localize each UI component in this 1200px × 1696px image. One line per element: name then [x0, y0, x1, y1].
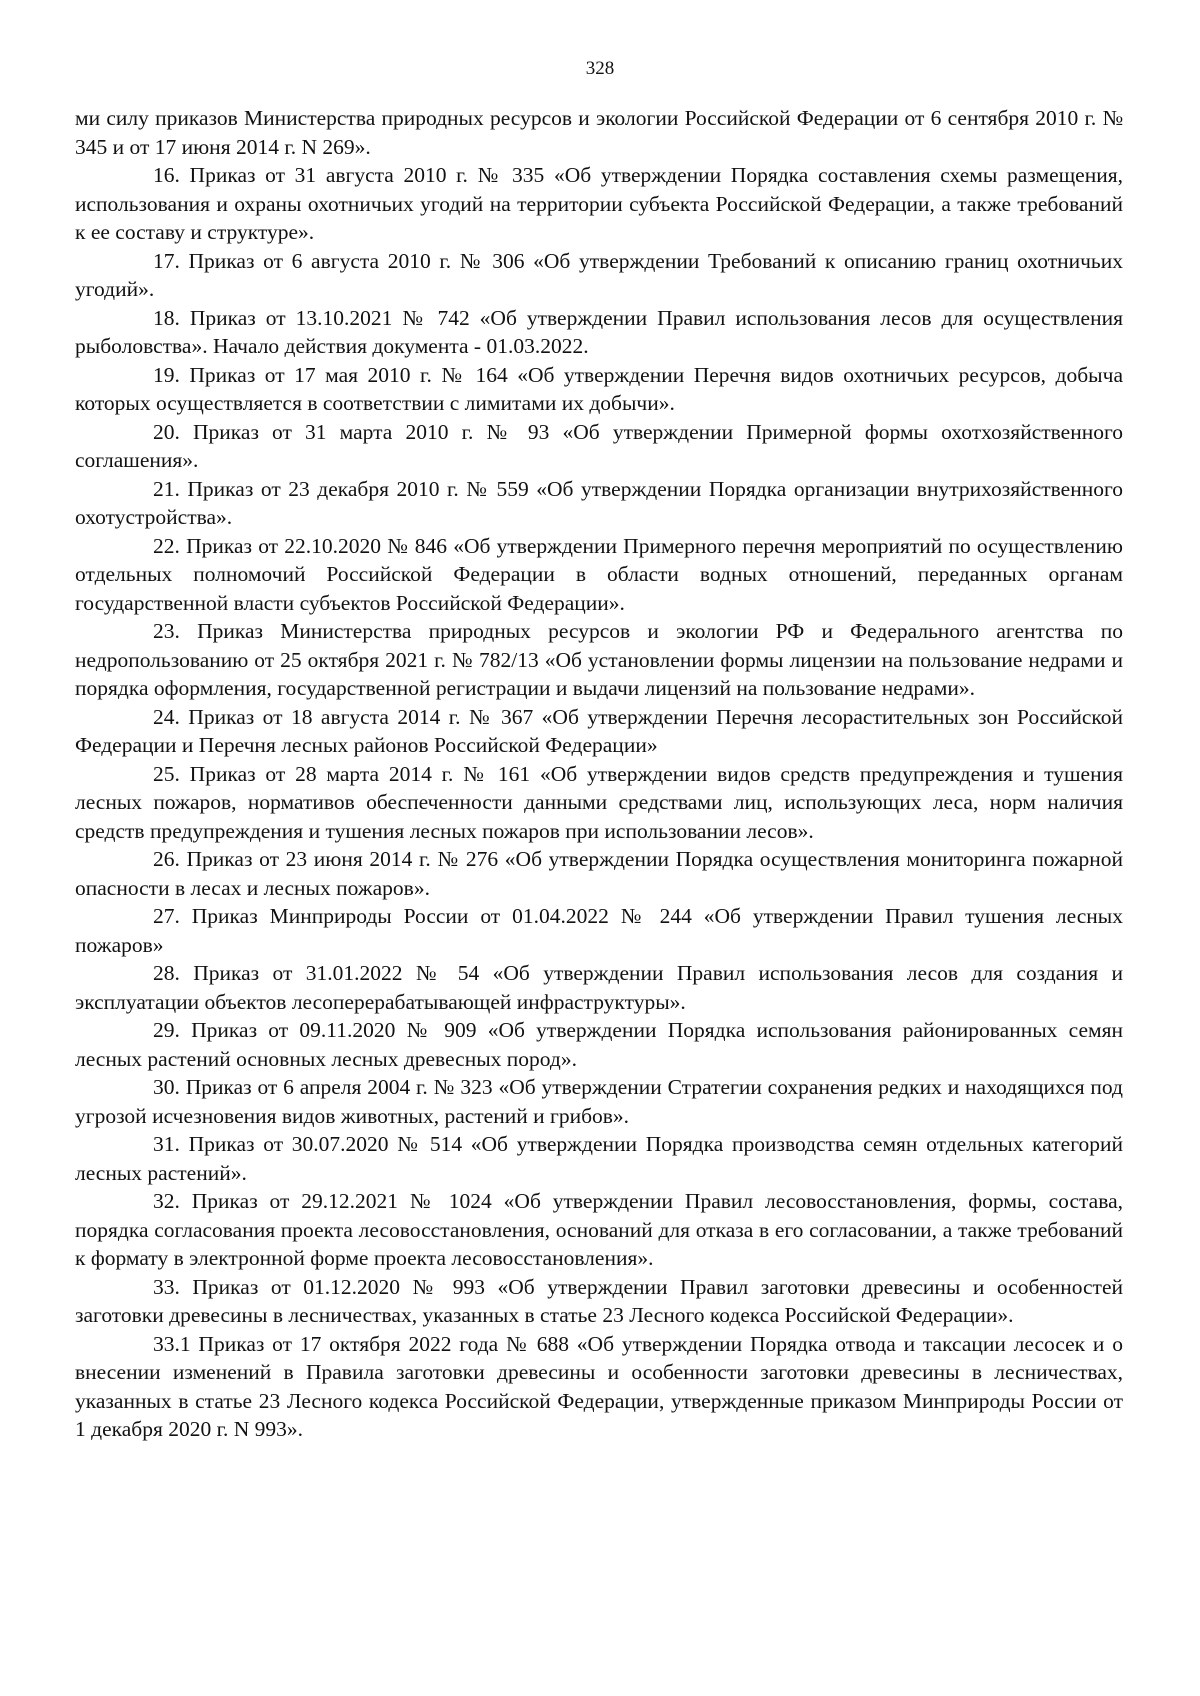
document-paragraph: ми силу приказов Министерства природных ресурсов и экологии Российской Федерации от 6 сентября 2010 г. № 345 и от 17 июня 2014 г. N 269».	[75, 106, 1123, 159]
document-paragraph: 20. Приказ от 31 марта 2010 г. № 93 «Об утверждении Примерной формы охотхозяйственного соглашения».	[75, 419, 1123, 472]
document-paragraph: 27. Приказ Минприроды России от 01.04.2022 № 244 «Об утверждении Правил тушения лесных пожаров»	[75, 904, 1123, 957]
document-paragraph: 32. Приказ от 29.12.2021 № 1024 «Об утверждении Правил лесовосстановления, формы, состава, порядка согласования проекта лесовосстановления, оснований для отказа в его согласовании, а также требований к формату в электронной форме проекта лесовосстановления».	[75, 1189, 1123, 1270]
document-paragraph: 24. Приказ от 18 августа 2014 г. № 367 «Об утверждении Перечня лесорастительных зон Российской Федерации и Перечня лесных районов Российской Федерации»	[75, 704, 1123, 757]
document-paragraph: 16. Приказ от 31 августа 2010 г. № 335 «Об утверждении Порядка составления схемы размещения, использования и охраны охотничьих угодий на территории субъекта Российской Федерации, а также требований к ее составу и структуре».	[75, 163, 1123, 244]
document-paragraph: 23. Приказ Министерства природных ресурсов и экологии РФ и Федерального агентства по недропользованию от 25 октября 2021 г. № 782/13 «Об установлении формы лицензии на пользование недрами и порядка оформления, государственной регистрации и выдачи лицензий на пользование недрами».	[75, 619, 1123, 700]
document-paragraph: 33. Приказ от 01.12.2020 № 993 «Об утверждении Правил заготовки древесины и особенностей заготовки древесины в лесничествах, указанных в статье 23 Лесного кодекса Российской Федерации».	[75, 1274, 1123, 1327]
page-number: 328	[585, 58, 615, 79]
document-paragraph: 25. Приказ от 28 марта 2014 г. № 161 «Об утверждении видов средств предупреждения и тушения лесных пожаров, нормативов обеспеченности данными средствами лиц, использующих леса, норм наличия средств предупреждения и тушения лесных пожаров при использовании лесов».	[75, 761, 1123, 843]
document-paragraph: 33.1 Приказ от 17 октября 2022 года № 688 «Об утверждении Порядка отвода и таксации лесосек и о внесении изменений в Правила заготовки древесины и особенности заготовки древесины в лесничествах, указанных в статье 23 Лесного кодекса Российской Федерации, утвержденные приказом Минприроды России от 1 декабря 2020 г. N 993».	[75, 1331, 1123, 1441]
document-paragraph: 29. Приказ от 09.11.2020 № 909 «Об утверждении Порядка использования районированных семян лесных растений основных лесных древесных пород».	[75, 1018, 1123, 1071]
document-paragraph: 19. Приказ от 17 мая 2010 г. № 164 «Об утверждении Перечня видов охотничьих ресурсов, добыча которых осуществляется в соответствии с лимитами их добычи».	[75, 362, 1123, 415]
document-paragraph: 17. Приказ от 6 августа 2010 г. № 306 «Об утверждении Требований к описанию границ охотничьих угодий».	[75, 248, 1123, 301]
document-paragraph: 21. Приказ от 23 декабря 2010 г. № 559 «Об утверждении Порядка организации внутрихозяйственного охотустройства».	[75, 476, 1123, 529]
document-paragraph: 28. Приказ от 31.01.2022 № 54 «Об утверждении Правил использования лесов для создания и эксплуатации объектов лесоперерабатывающей инфраструктуры».	[75, 961, 1123, 1014]
document-body	[75, 104, 1123, 1444]
document-paragraph: 31. Приказ от 30.07.2020 № 514 «Об утверждении Порядка производства семян отдельных категорий лесных растений».	[75, 1132, 1123, 1185]
document-paragraph: 30. Приказ от 6 апреля 2004 г. № 323 «Об утверждении Стратегии сохранения редких и находящихся под угрозой исчезновения видов животных, растений и грибов».	[75, 1075, 1123, 1128]
document-paragraph: 18. Приказ от 13.10.2021 № 742 «Об утверждении Правил использования лесов для осуществления рыболовства». Начало действия документа - 01.03.2022.	[75, 305, 1123, 358]
document-paragraph: 22. Приказ от 22.10.2020 № 846 «Об утверждении Примерного перечня мероприятий по осуществлению отдельных полномочий Российской Федерации в области водных отношений, переданных органам государственной власти субъектов Российской Федерации».	[75, 533, 1123, 615]
document-paragraph: 26. Приказ от 23 июня 2014 г. № 276 «Об утверждении Порядка осуществления мониторинга пожарной опасности в лесах и лесных пожаров».	[75, 847, 1123, 900]
